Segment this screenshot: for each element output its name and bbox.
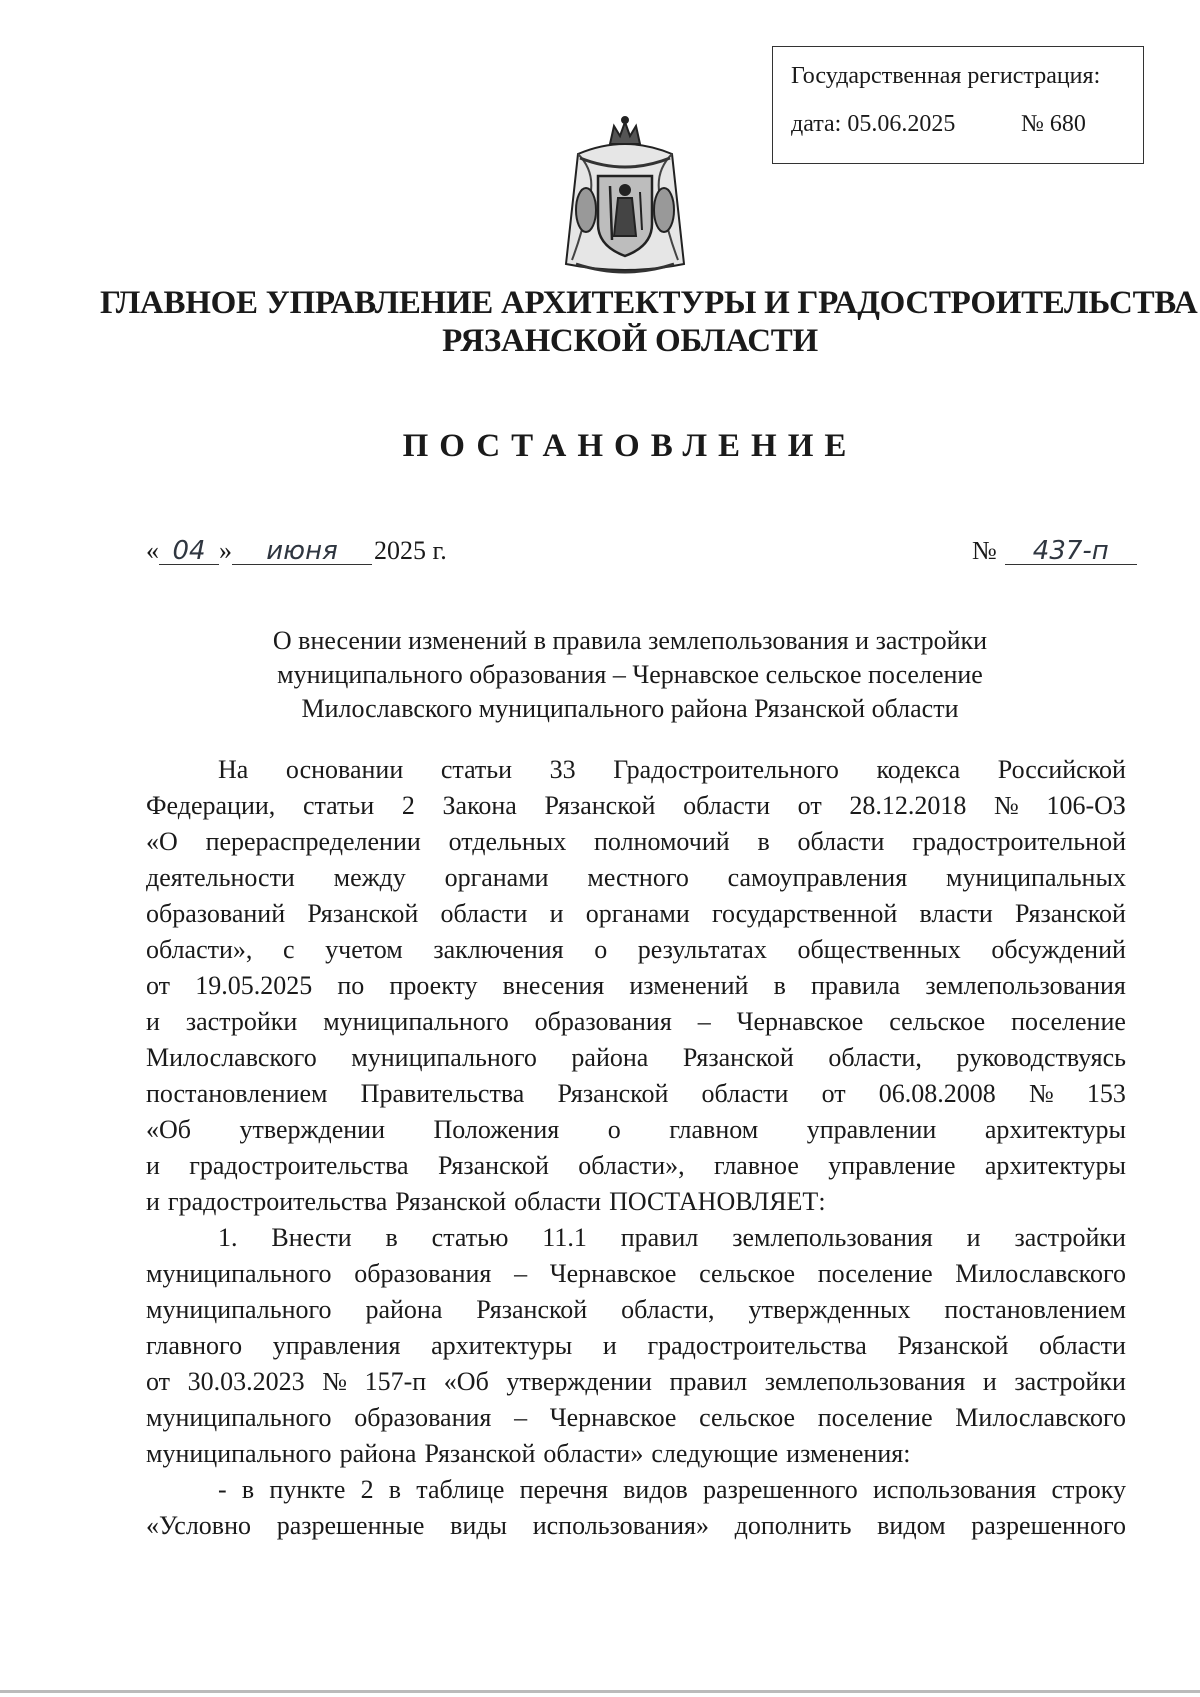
body-word: области <box>683 791 770 820</box>
body-word: 157-п <box>364 1367 427 1396</box>
body-line <box>146 1256 1126 1292</box>
body-word: Рязанской <box>437 1151 549 1180</box>
body-word: области, <box>828 1043 922 1072</box>
body-word: управлении <box>806 1115 937 1144</box>
body-word: в <box>241 1475 255 1504</box>
body-line <box>146 1400 1126 1436</box>
body-word: главном <box>669 1115 759 1144</box>
body-word: образования <box>534 1007 672 1036</box>
page-edge-divider <box>0 1690 1200 1693</box>
body-word: с <box>283 935 295 964</box>
body-word: Рязанской <box>897 1331 1009 1360</box>
body-line <box>146 1112 1126 1148</box>
body-word: застройки <box>1014 1223 1126 1252</box>
body-word: кодекса <box>876 755 961 784</box>
body-word: изменения: <box>786 1439 911 1468</box>
body-word: 2 <box>360 1475 374 1504</box>
body-line <box>146 932 1126 968</box>
body-word: – <box>514 1403 528 1432</box>
body-word: от <box>821 1079 846 1108</box>
body-word: от <box>146 971 171 1000</box>
body-line <box>146 968 1126 1004</box>
body-word: в <box>757 827 770 856</box>
registration-title: Государственная регистрация: <box>791 63 1101 89</box>
date-year: 2025 г. <box>374 536 447 565</box>
body-word: Рязанской <box>557 1079 669 1108</box>
body-word: муниципального <box>146 1295 332 1324</box>
body-word: о <box>594 935 608 964</box>
body-word: в <box>773 971 786 1000</box>
body-word: полномочий <box>594 827 730 856</box>
body-word: Рязанской <box>307 899 419 928</box>
body-word: виды <box>450 1511 508 1540</box>
body-word: района <box>339 1439 417 1468</box>
body-word: заключения <box>433 935 564 964</box>
body-line <box>146 1040 1126 1076</box>
body-word: управление <box>828 1151 956 1180</box>
body-word: и <box>146 1187 160 1216</box>
body-word: Федерации, <box>146 791 276 820</box>
body-word: Российской <box>997 755 1126 784</box>
body-word: сельское <box>889 1007 986 1036</box>
body-word: № <box>1028 1079 1054 1108</box>
body-word: пункте <box>269 1475 346 1504</box>
body-line <box>146 1220 1126 1256</box>
body-word: в <box>385 1223 398 1252</box>
body-word: архитектуры <box>431 1331 573 1360</box>
body-word: о <box>607 1115 621 1144</box>
body-word: района <box>571 1043 649 1072</box>
body-word: области» <box>543 1439 644 1468</box>
body-word: правил <box>669 1367 748 1396</box>
decree-title: ПОСТАНОВЛЕНИЕ <box>402 428 858 464</box>
body-word: и <box>549 899 564 928</box>
body-word: перераспределении <box>205 827 421 856</box>
body-word: отдельных <box>448 827 567 856</box>
body-word: обсуждений <box>991 935 1126 964</box>
body-word: «О <box>146 827 178 856</box>
body-word: государственной <box>712 899 898 928</box>
body-word: между <box>333 863 406 892</box>
body-word: архитектуры <box>984 1115 1126 1144</box>
coat-of-arms-icon <box>558 114 692 280</box>
body-word: сельское <box>699 1259 796 1288</box>
body-word: архитектуры <box>984 1151 1126 1180</box>
body-word: образования <box>354 1403 492 1432</box>
body-word: и <box>602 1331 617 1360</box>
body-word: области <box>797 827 885 856</box>
body-word: муниципального <box>323 1007 509 1036</box>
body-word: 106-ОЗ <box>1046 791 1126 820</box>
body-word: органами <box>444 863 549 892</box>
body-word: разрешенного <box>971 1511 1126 1540</box>
body-word: Рязанской <box>1015 899 1126 928</box>
organization-name-line-1: ГЛАВНОЕ УПРАВЛЕНИЕ АРХИТЕКТУРЫ И ГРАДОСТРОИТЕЛЬСТВА <box>100 285 1198 321</box>
body-line <box>146 1436 1126 1472</box>
body-word: местного <box>587 863 689 892</box>
body-word: 33 <box>549 755 576 784</box>
body-word: и <box>146 1151 160 1180</box>
body-word: градостроительства <box>647 1331 867 1360</box>
body-word: 153 <box>1086 1079 1126 1108</box>
body-word: дополнить <box>734 1511 852 1540</box>
body-word: внесения <box>502 971 605 1000</box>
body-word: результатах <box>637 935 767 964</box>
body-word: власти <box>919 899 993 928</box>
body-word: области <box>440 899 528 928</box>
body-word: Чернавское <box>549 1259 677 1288</box>
body-word: № <box>994 791 1019 820</box>
body-word: Милославского <box>955 1403 1126 1432</box>
body-word: утвержденных <box>748 1295 911 1324</box>
body-word: Рязанской <box>682 1043 794 1072</box>
body-word: землепользования <box>764 1367 966 1396</box>
body-word: № <box>322 1367 348 1396</box>
body-line <box>146 752 1126 788</box>
body-word: постановлением <box>146 1079 328 1108</box>
subject-line: муниципального образования – Чернавское сельское поселение <box>277 660 983 689</box>
body-word: «Условно <box>146 1511 251 1540</box>
body-word: Закона <box>442 791 517 820</box>
body-word: застройки <box>1014 1367 1126 1396</box>
body-word: проекту <box>389 971 478 1000</box>
organization-name-line-2: РЯЗАНСКОЙ ОБЛАСТИ <box>442 323 818 359</box>
body-word: муниципального <box>146 1439 332 1468</box>
body-word: самоуправления <box>727 863 908 892</box>
body-line <box>146 1292 1126 1328</box>
body-word: Рязанской <box>544 791 656 820</box>
body-line <box>146 788 1126 824</box>
body-word: видов <box>623 1475 688 1504</box>
body-word: района <box>365 1295 443 1324</box>
body-word: основании <box>285 755 404 784</box>
body-line <box>146 1472 1126 1508</box>
body-word: Рязанской <box>476 1295 588 1324</box>
body-word: градостроительства <box>189 1151 409 1180</box>
handwritten-number: 437-п <box>1005 538 1137 565</box>
date-close-quote: » <box>219 536 232 565</box>
body-word: 28.12.2018 <box>849 791 967 820</box>
handwritten-month: июня <box>232 538 372 565</box>
body-line <box>146 1076 1126 1112</box>
body-line <box>146 1004 1126 1040</box>
body-word: Рязанской <box>395 1187 507 1216</box>
body-word: землепользования <box>732 1223 933 1252</box>
body-word: разрешенного <box>703 1475 858 1504</box>
body-word: 06.08.2008 <box>878 1079 996 1108</box>
body-word: градостроительства <box>167 1187 388 1216</box>
body-line <box>146 1148 1126 1184</box>
body-word: статьи <box>302 791 375 820</box>
body-word: управления <box>272 1331 401 1360</box>
body-word: статью <box>431 1223 509 1252</box>
body-word: области», <box>578 1151 685 1180</box>
registration-date: дата: 05.06.2025 <box>791 111 956 137</box>
body-word: сельское <box>699 1403 796 1432</box>
body-line <box>146 896 1126 932</box>
body-word: поселение <box>1011 1007 1126 1036</box>
decree-number <box>972 536 1137 566</box>
organization-name <box>100 284 1198 360</box>
body-word: землепользования <box>925 971 1126 1000</box>
body-word: На <box>218 755 249 784</box>
body-word: 30.03.2023 <box>187 1367 305 1396</box>
body-word: руководствуясь <box>956 1043 1126 1072</box>
body-word: градостроительной <box>912 827 1126 856</box>
body-word: образования <box>354 1259 492 1288</box>
body-word: муниципального <box>351 1043 537 1072</box>
body-word: Градостроительного <box>613 755 839 784</box>
body-word: Милославского <box>955 1259 1126 1288</box>
body-word: «Об <box>443 1367 489 1396</box>
body-word: главное <box>713 1151 799 1180</box>
body-word: использования» <box>532 1511 709 1540</box>
body-word: области <box>1039 1331 1126 1360</box>
body-line <box>146 1184 1126 1220</box>
body-word: области, <box>621 1295 715 1324</box>
body-word: органами <box>585 899 690 928</box>
body-word: и <box>966 1223 981 1252</box>
body-word: поселение <box>817 1259 933 1288</box>
body-word: Чернавское <box>736 1007 864 1036</box>
body-word: застройки <box>185 1007 298 1036</box>
body-word: правил <box>620 1223 699 1252</box>
body-word: Правительства <box>360 1079 525 1108</box>
body-word: области», <box>146 935 253 964</box>
number-sign: № <box>972 536 997 565</box>
subject-line: О внесении изменений в правила землепользования и застройки <box>272 626 988 655</box>
body-word: «Об <box>146 1115 192 1144</box>
body-word: таблице <box>416 1475 505 1504</box>
body-word: области <box>701 1079 789 1108</box>
body-word: строку <box>1051 1475 1126 1504</box>
handwritten-day: 04 <box>159 538 219 565</box>
body-word: 11.1 <box>542 1223 587 1252</box>
body-word: области <box>514 1187 602 1216</box>
body-word: статьи <box>440 755 513 784</box>
body-word: муниципальных <box>945 863 1126 892</box>
body-line <box>146 1508 1126 1544</box>
body-word: муниципального <box>146 1403 332 1432</box>
body-word: и <box>146 1007 160 1036</box>
body-word: - <box>218 1475 227 1504</box>
body-word: Внести <box>271 1223 352 1252</box>
body-word: следующие <box>651 1439 779 1468</box>
date-open-quote: « <box>146 536 159 565</box>
body-word: использования <box>873 1475 1037 1504</box>
body-word: в <box>388 1475 402 1504</box>
body-word: Чернавское <box>549 1403 677 1432</box>
body-word: изменений <box>629 971 749 1000</box>
body-word: главного <box>146 1331 243 1360</box>
body-line <box>146 824 1126 860</box>
subject-line: Милославского муниципального района Рязанской области <box>301 694 959 723</box>
body-word: по <box>337 971 365 1000</box>
decree-date <box>146 536 447 566</box>
body-word: 19.05.2025 <box>195 971 313 1000</box>
body-word: деятельности <box>146 863 295 892</box>
body-word: перечня <box>519 1475 608 1504</box>
body-line <box>146 860 1126 896</box>
body-word: образований <box>146 899 286 928</box>
body-word: Рязанской <box>424 1439 536 1468</box>
body-word: от <box>146 1367 171 1396</box>
body-word: ПОСТАНОВЛЯЕТ: <box>609 1187 826 1216</box>
body-word: постановлением <box>944 1295 1126 1324</box>
body-line <box>146 1328 1126 1364</box>
body-word: утверждении <box>506 1367 652 1396</box>
body-word: от <box>797 791 822 820</box>
body-word: утверждении <box>239 1115 386 1144</box>
body-word: – <box>514 1259 528 1288</box>
decree-body <box>146 752 1126 1544</box>
body-word: Положения <box>433 1115 560 1144</box>
body-word: общественных <box>797 935 961 964</box>
body-word: муниципального <box>146 1259 332 1288</box>
body-word: учетом <box>325 935 403 964</box>
body-word: разрешенные <box>276 1511 425 1540</box>
decree-subject <box>180 624 1080 726</box>
registration-number: № 680 <box>1021 111 1086 137</box>
body-word: – <box>697 1007 711 1036</box>
body-word: поселение <box>817 1403 933 1432</box>
body-word: 2 <box>401 791 415 820</box>
body-word: и <box>982 1367 997 1396</box>
body-line <box>146 1364 1126 1400</box>
registration-stamp <box>772 46 1144 164</box>
body-word: 1. <box>218 1223 238 1252</box>
body-word: Милославского <box>146 1043 317 1072</box>
body-word: правила <box>811 971 901 1000</box>
body-word: видом <box>877 1511 946 1540</box>
